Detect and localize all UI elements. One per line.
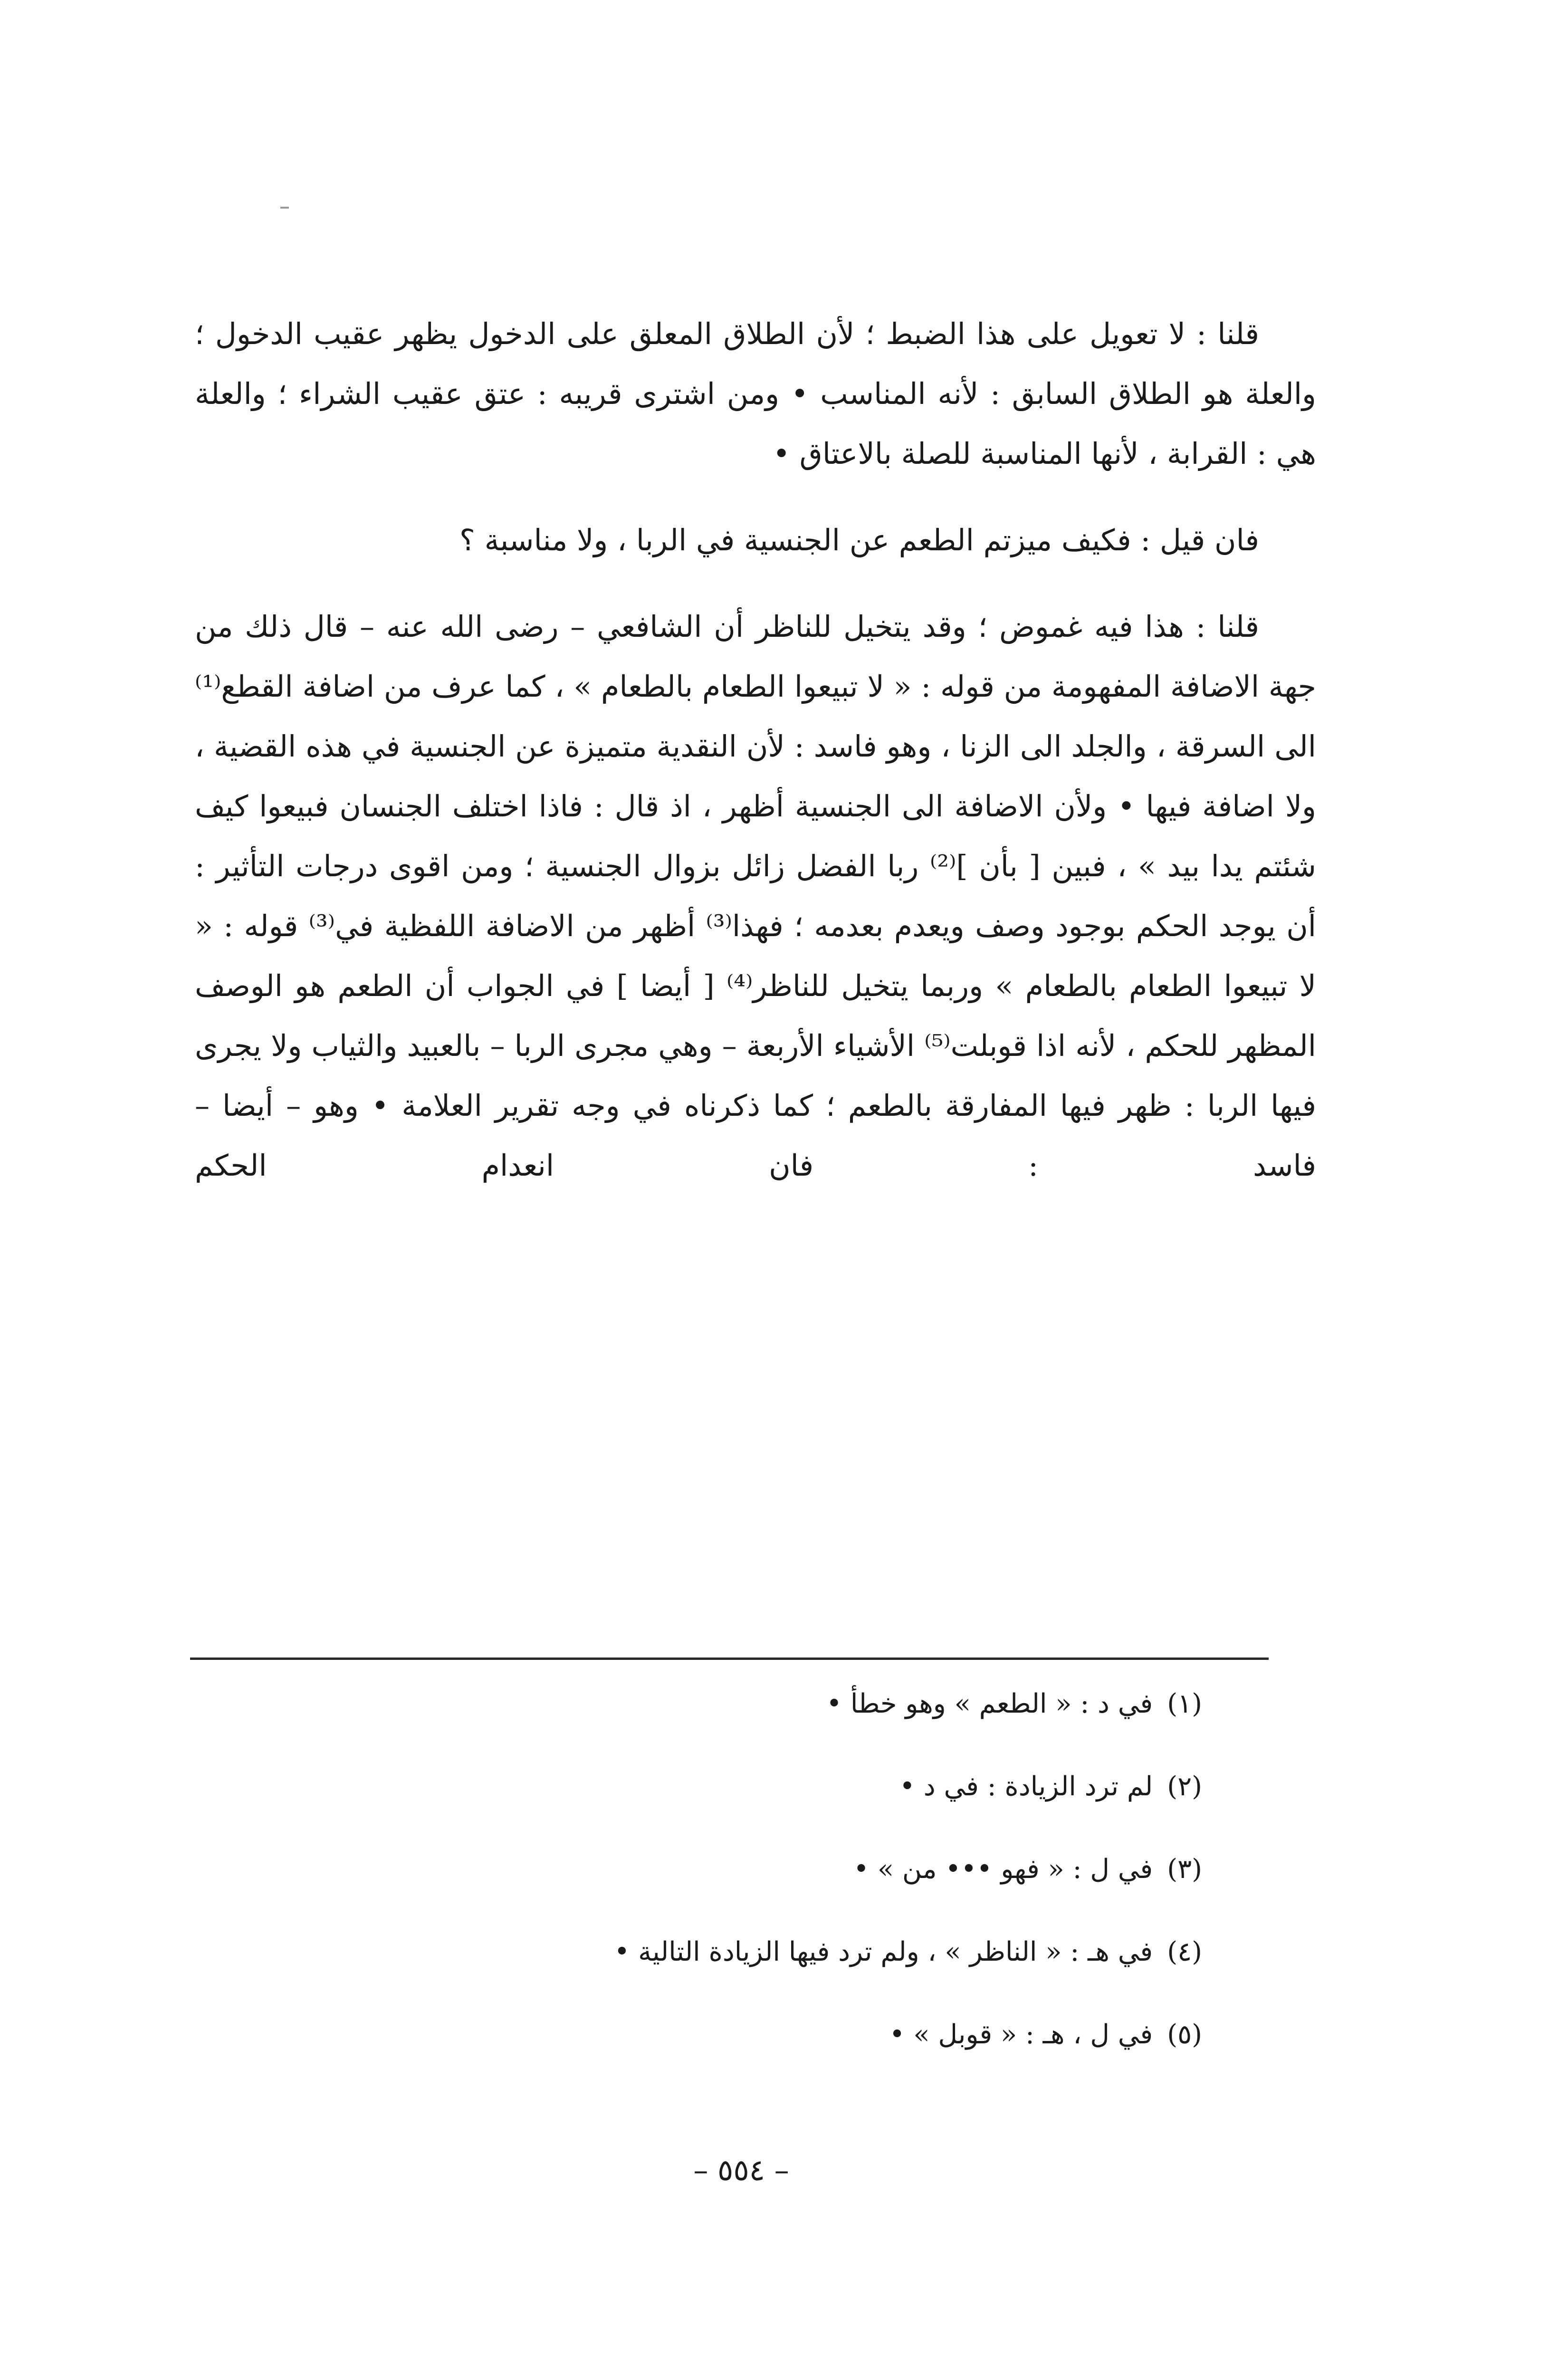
footnote-number: (١) <box>1167 1688 1202 1719</box>
footnote-text: في ل ، هـ : « قوبل » • <box>889 2019 1153 2050</box>
paragraph-3: قلنا : هذا فيه غموض ؛ وقد يتخيل للناظر أن الشافعي – رضى الله عنه – قال ذلك من جهة الاضافة المفهومة من قوله : « لا تبيعوا الطعام بالطعام » ، كما عرف من اضافة القطع⁽¹⁾ الى السرقة ، والجلد الى الزنا ، وهو فاسد : لأن النقدية متميزة عن الجنسية في هذه القضية ، ولا اضافة فيها • ولأن الاضافة الى الجنسية أظهر ، اذ قال : فاذا اختلف الجنسان فبيعوا كيف شئتم يدا بيد » ، فبين [ بأن ]⁽²⁾ ربا الفضل زائل بزوال الجنسية ؛ ومن اقوى درجات التأثير : أن يوجد الحكم بوجود وصف ويعدم بعدمه ؛ فهذا⁽³⁾ أظهر من الاضافة اللفظية في⁽³⁾ قوله : « لا تبيعوا الطعام بالطعام » وربما يتخيل للناظر⁽⁴⁾ [ أيضا ] في الجواب أن الطعم هو الوصف المظهر للحكم ، لأنه اذا قوبلت⁽⁵⁾ الأشياء الأربعة – وهي مجرى الربا – بالعبيد والثياب ولا يجرى فيها الربا : ظهر فيها المفارقة بالطعم ؛ كما ذكرناه في وجه تقرير العلامة • وهو – أيضا – فاسد : فان انعدام الحكم <box>195 609 1316 1183</box>
footnote-number: (٢) <box>1167 1771 1202 1802</box>
footnote-2 <box>238 1772 1202 1801</box>
footnote-5 <box>238 2020 1202 2050</box>
footnote-4 <box>238 1937 1202 1967</box>
footnote-3 <box>238 1855 1202 1884</box>
footnote-number: (٤) <box>1167 1936 1202 1967</box>
paragraph-2: فان قيل : فكيف ميزتم الطعم عن الجنسية في الربا ، ولا مناسبة ؟ <box>459 523 1259 557</box>
footnote-number: (٥) <box>1167 2019 1202 2050</box>
paragraph-1: قلنا : لا تعويل على هذا الضبط ؛ لأن الطلاق المعلق على الدخول يظهر عقيب الدخول ؛ والعلة هو الطلاق السابق : لأنه المناسب • ومن اشترى قريبه : عتق عقيب الشراء ؛ والعلة هي : القرابة ، لأنها المناسبة للصلة بالاعتاق • <box>195 316 1316 471</box>
page-number: – ٥٥٤ – <box>693 2153 789 2187</box>
footnote-text: في ل : « فهو ••• من » • <box>853 1854 1153 1885</box>
footnote-divider <box>190 1657 1269 1660</box>
footnote-text: لم ترد الزيادة : في د • <box>899 1771 1153 1802</box>
footnote-1 <box>238 1689 1202 1719</box>
main-text <box>195 304 1316 1222</box>
footnote-number: (٣) <box>1167 1854 1202 1885</box>
footnote-text: في د : « الطعم » وهو خطأ • <box>826 1688 1153 1719</box>
footnote-text: في هـ : « الناظر » ، ولم ترد فيها الزيادة التالية • <box>614 1936 1153 1967</box>
footnotes <box>238 1689 1202 2103</box>
scan-speck <box>280 207 289 209</box>
